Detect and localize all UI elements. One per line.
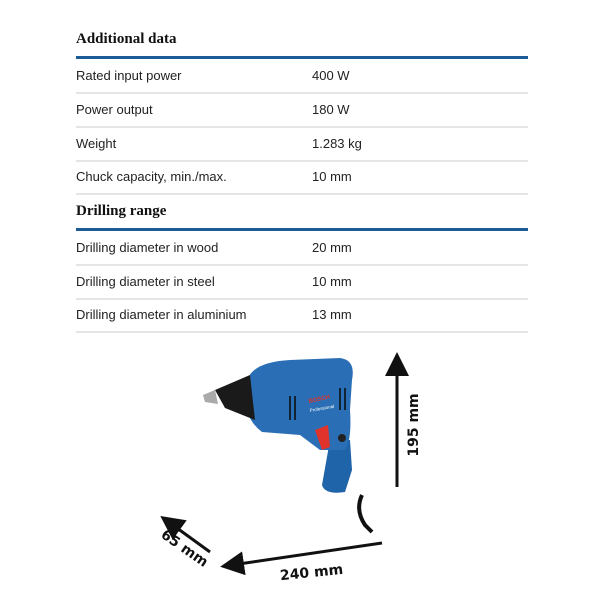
brand-logo: BOSCH [308,394,331,405]
row-label: Drilling diameter in aluminium [76,307,247,322]
section-title-drilling-range: Drilling range [76,203,167,219]
row-label: Drilling diameter in steel [76,274,215,289]
height-label: 195 mm [406,393,422,457]
row-label: Drilling diameter in wood [76,240,219,255]
row-value: 20 mm [312,240,352,255]
row-label: Rated input power [76,68,182,83]
row-value: 1.283 kg [312,136,362,151]
row-value: 10 mm [312,169,352,184]
row-label: Chuck capacity, min./max. [76,169,227,184]
length-arrow [232,543,382,565]
drill-image [203,358,372,532]
row-label: Weight [76,136,117,151]
product-line-logo: Professional [309,403,335,413]
row-value: 400 W [312,68,350,83]
row-value: 180 W [312,102,350,117]
row-value: 13 mm [312,307,352,322]
length-label: 240 mm [279,561,344,585]
row-label: Power output [76,102,153,117]
depth-label: 65 mm [157,526,211,571]
section-title-additional-data: Additional data [76,31,177,47]
row-value: 10 mm [312,274,352,289]
